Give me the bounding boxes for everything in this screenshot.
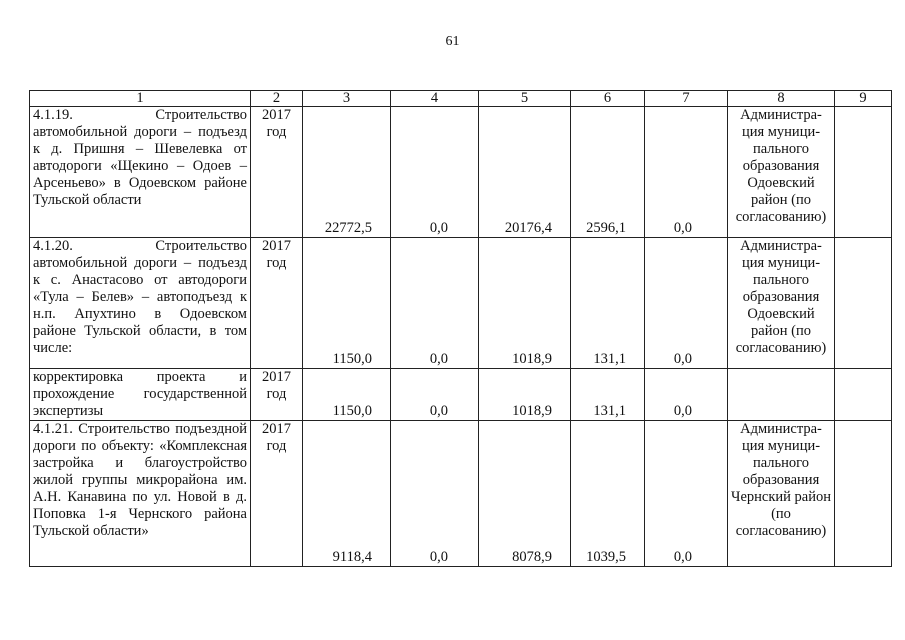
table-row <box>30 107 892 238</box>
executor-cell: Администра-ция муници-пального образования Одоевский район (по согласованию) <box>728 107 835 238</box>
note-cell <box>835 421 892 567</box>
total-amount: 9118,4 <box>303 421 391 567</box>
header-cell: 2 <box>251 91 303 107</box>
executor-cell: Администра-ция муници-пального образования Одоевский район (по согласованию) <box>728 238 835 369</box>
measure-description: 4.1.21. Строительство подъездной дороги по объекту: «Комплексная застройка и благоустройство жилой группы микрорайона им. А.Н. Канавина по ул. Новой в д. Поповка 1-я Чернского района Тульской области» <box>30 421 251 567</box>
table-row <box>30 238 892 369</box>
measure-description: 4.1.20. Строительство автомобильной дороги – подъезд к с. Анастасово от автодороги «Тула – Белев» – автоподъезд к н.п. Апухтино в Одоевском районе Тульской области, в том числе: <box>30 238 251 369</box>
executor-cell: Администра-ция муници-пального образования Чернский район (по согласованию) <box>728 421 835 567</box>
amount-col7: 0,0 <box>645 107 728 238</box>
note-cell <box>835 107 892 238</box>
header-cell: 1 <box>30 91 251 107</box>
header-cell: 7 <box>645 91 728 107</box>
header-cell: 8 <box>728 91 835 107</box>
header-cell: 5 <box>479 91 571 107</box>
measure-description: корректировка проекта и прохождение государственной экспертизы <box>30 369 251 421</box>
year-cell: 2017 год <box>251 421 303 567</box>
measure-description: 4.1.19. Строительство автомобильной дороги – подъезд к д. Пришня – Шевелевка от автодороги «Щекино – Одоев – Арсеньево» в Одоевском районе Тульской области <box>30 107 251 238</box>
page-number: 61 <box>445 34 460 49</box>
header-cell: 9 <box>835 91 892 107</box>
amount-col6: 1039,5 <box>571 421 645 567</box>
amount-col5: 1018,9 <box>479 238 571 369</box>
total-amount: 1150,0 <box>303 238 391 369</box>
amount-col4: 0,0 <box>391 238 479 369</box>
amount-col6: 2596,1 <box>571 107 645 238</box>
amount-col4: 0,0 <box>391 107 479 238</box>
amount-col7: 0,0 <box>645 238 728 369</box>
header-cell: 6 <box>571 91 645 107</box>
table-row <box>30 421 892 567</box>
amount-col5: 1018,9 <box>479 369 571 421</box>
note-cell <box>835 238 892 369</box>
year-cell: 2017 год <box>251 238 303 369</box>
header-cell: 3 <box>303 91 391 107</box>
table-row <box>30 369 892 421</box>
amount-col5: 20176,4 <box>479 107 571 238</box>
note-cell <box>835 369 892 421</box>
year-cell: 2017 год <box>251 107 303 238</box>
program-table <box>29 90 892 567</box>
total-amount: 1150,0 <box>303 369 391 421</box>
amount-col5: 8078,9 <box>479 421 571 567</box>
amount-col7: 0,0 <box>645 369 728 421</box>
header-row <box>30 91 892 107</box>
year-cell: 2017 год <box>251 369 303 421</box>
amount-col6: 131,1 <box>571 369 645 421</box>
amount-col4: 0,0 <box>391 369 479 421</box>
total-amount: 22772,5 <box>303 107 391 238</box>
amount-col4: 0,0 <box>391 421 479 567</box>
executor-cell <box>728 369 835 421</box>
amount-col7: 0,0 <box>645 421 728 567</box>
header-cell: 4 <box>391 91 479 107</box>
amount-col6: 131,1 <box>571 238 645 369</box>
